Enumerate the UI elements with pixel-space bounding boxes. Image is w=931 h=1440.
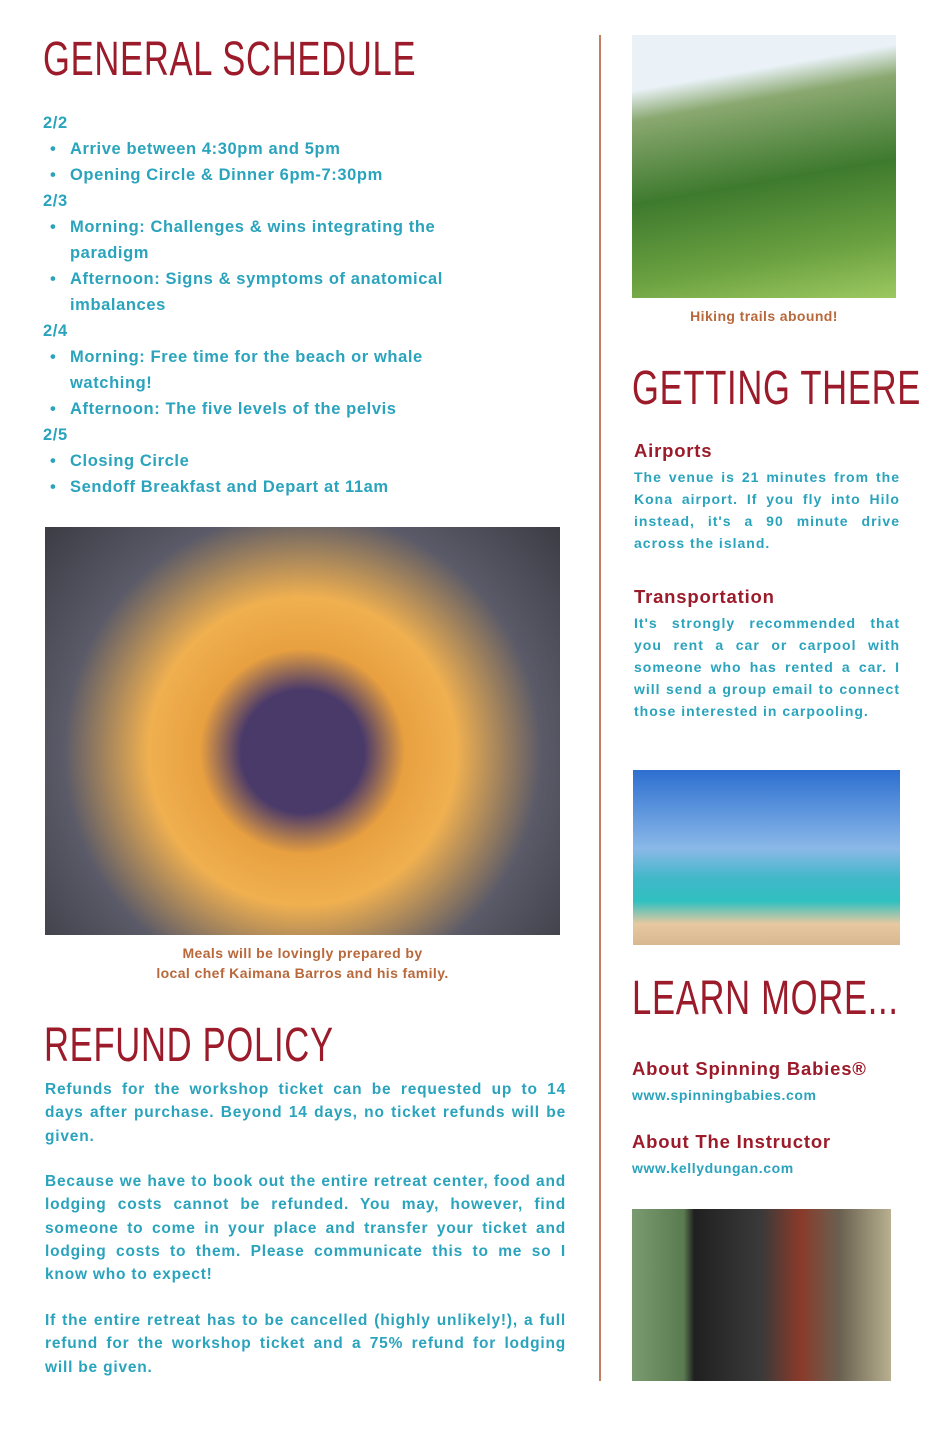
schedule-date: 2/5 xyxy=(43,426,68,444)
mountain-valley-image xyxy=(632,35,896,298)
schedule-list xyxy=(43,110,503,500)
instructor-title: About The Instructor xyxy=(632,1131,831,1152)
spinning-babies-link[interactable]: www.spinningbabies.com xyxy=(632,1087,817,1103)
spinning-babies-title: About Spinning Babies® xyxy=(632,1058,867,1079)
schedule-date: 2/4 xyxy=(43,322,68,340)
caption-line: Meals will be lovingly prepared by xyxy=(182,945,423,961)
schedule-item: • Afternoon: The five levels of the pelvis xyxy=(70,396,503,422)
schedule-item: • Afternoon: Signs & symptoms of anatomical imbalances xyxy=(70,266,503,318)
transport-text: It's strongly recommended that you rent a car or carpool with someone who has rented a car. I will send a group email to connect those interested in carpooling. xyxy=(634,615,900,719)
hiking-caption: Hiking trails abound! xyxy=(690,308,838,324)
transport-title: Transportation xyxy=(634,586,775,607)
schedule-item: • Morning: Free time for the beach or whale watching! xyxy=(70,344,503,396)
schedule-date: 2/3 xyxy=(43,192,68,210)
column-divider xyxy=(599,35,601,1381)
food-caption xyxy=(100,943,505,983)
schedule-item: • Closing Circle xyxy=(70,448,503,474)
getting-there-title: GETTING THERE xyxy=(632,362,922,415)
refund-title: REFUND POLICY xyxy=(44,1019,334,1072)
learn-more-title: LEARN MORE... xyxy=(632,972,899,1025)
instructor-link[interactable]: www.kellydungan.com xyxy=(632,1160,794,1176)
refund-p3: If the entire retreat has to be cancelled (highly unlikely!), a full refund for the workshop ticket and a 75% refund for lodging will be given. xyxy=(45,1312,566,1376)
schedule-items xyxy=(43,344,503,422)
fruit-platter-image xyxy=(45,527,560,935)
caption-line: local chef Kaimana Barros and his family. xyxy=(156,965,449,981)
schedule-items xyxy=(43,214,503,318)
schedule-items xyxy=(43,136,503,188)
refund-p2: Because we have to book out the entire retreat center, food and lodging costs cannot be refunded. You may, however, find someone to come in your place and transfer your ticket and lodging costs to them. Please communicate this to me so I know who to expect! xyxy=(45,1173,566,1284)
beach-image xyxy=(633,770,900,945)
schedule-item: • Arrive between 4:30pm and 5pm xyxy=(70,136,503,162)
refund-p1: Refunds for the workshop ticket can be requested up to 14 days after purchase. Beyond 14 days, no ticket refunds will be given. xyxy=(45,1081,566,1145)
instructor-photo xyxy=(632,1209,891,1381)
schedule-date: 2/2 xyxy=(43,114,68,132)
schedule-items xyxy=(43,448,503,500)
airports-text: The venue is 21 minutes from the Kona airport. If you fly into Hilo instead, it's a 90 minute drive across the island. xyxy=(634,469,900,551)
schedule-title: GENERAL SCHEDULE xyxy=(43,33,417,86)
schedule-item: • Opening Circle & Dinner 6pm-7:30pm xyxy=(70,162,503,188)
schedule-item: • Morning: Challenges & wins integrating the paradigm xyxy=(70,214,503,266)
airports-title: Airports xyxy=(634,440,713,461)
schedule-item: • Sendoff Breakfast and Depart at 11am xyxy=(70,474,503,500)
